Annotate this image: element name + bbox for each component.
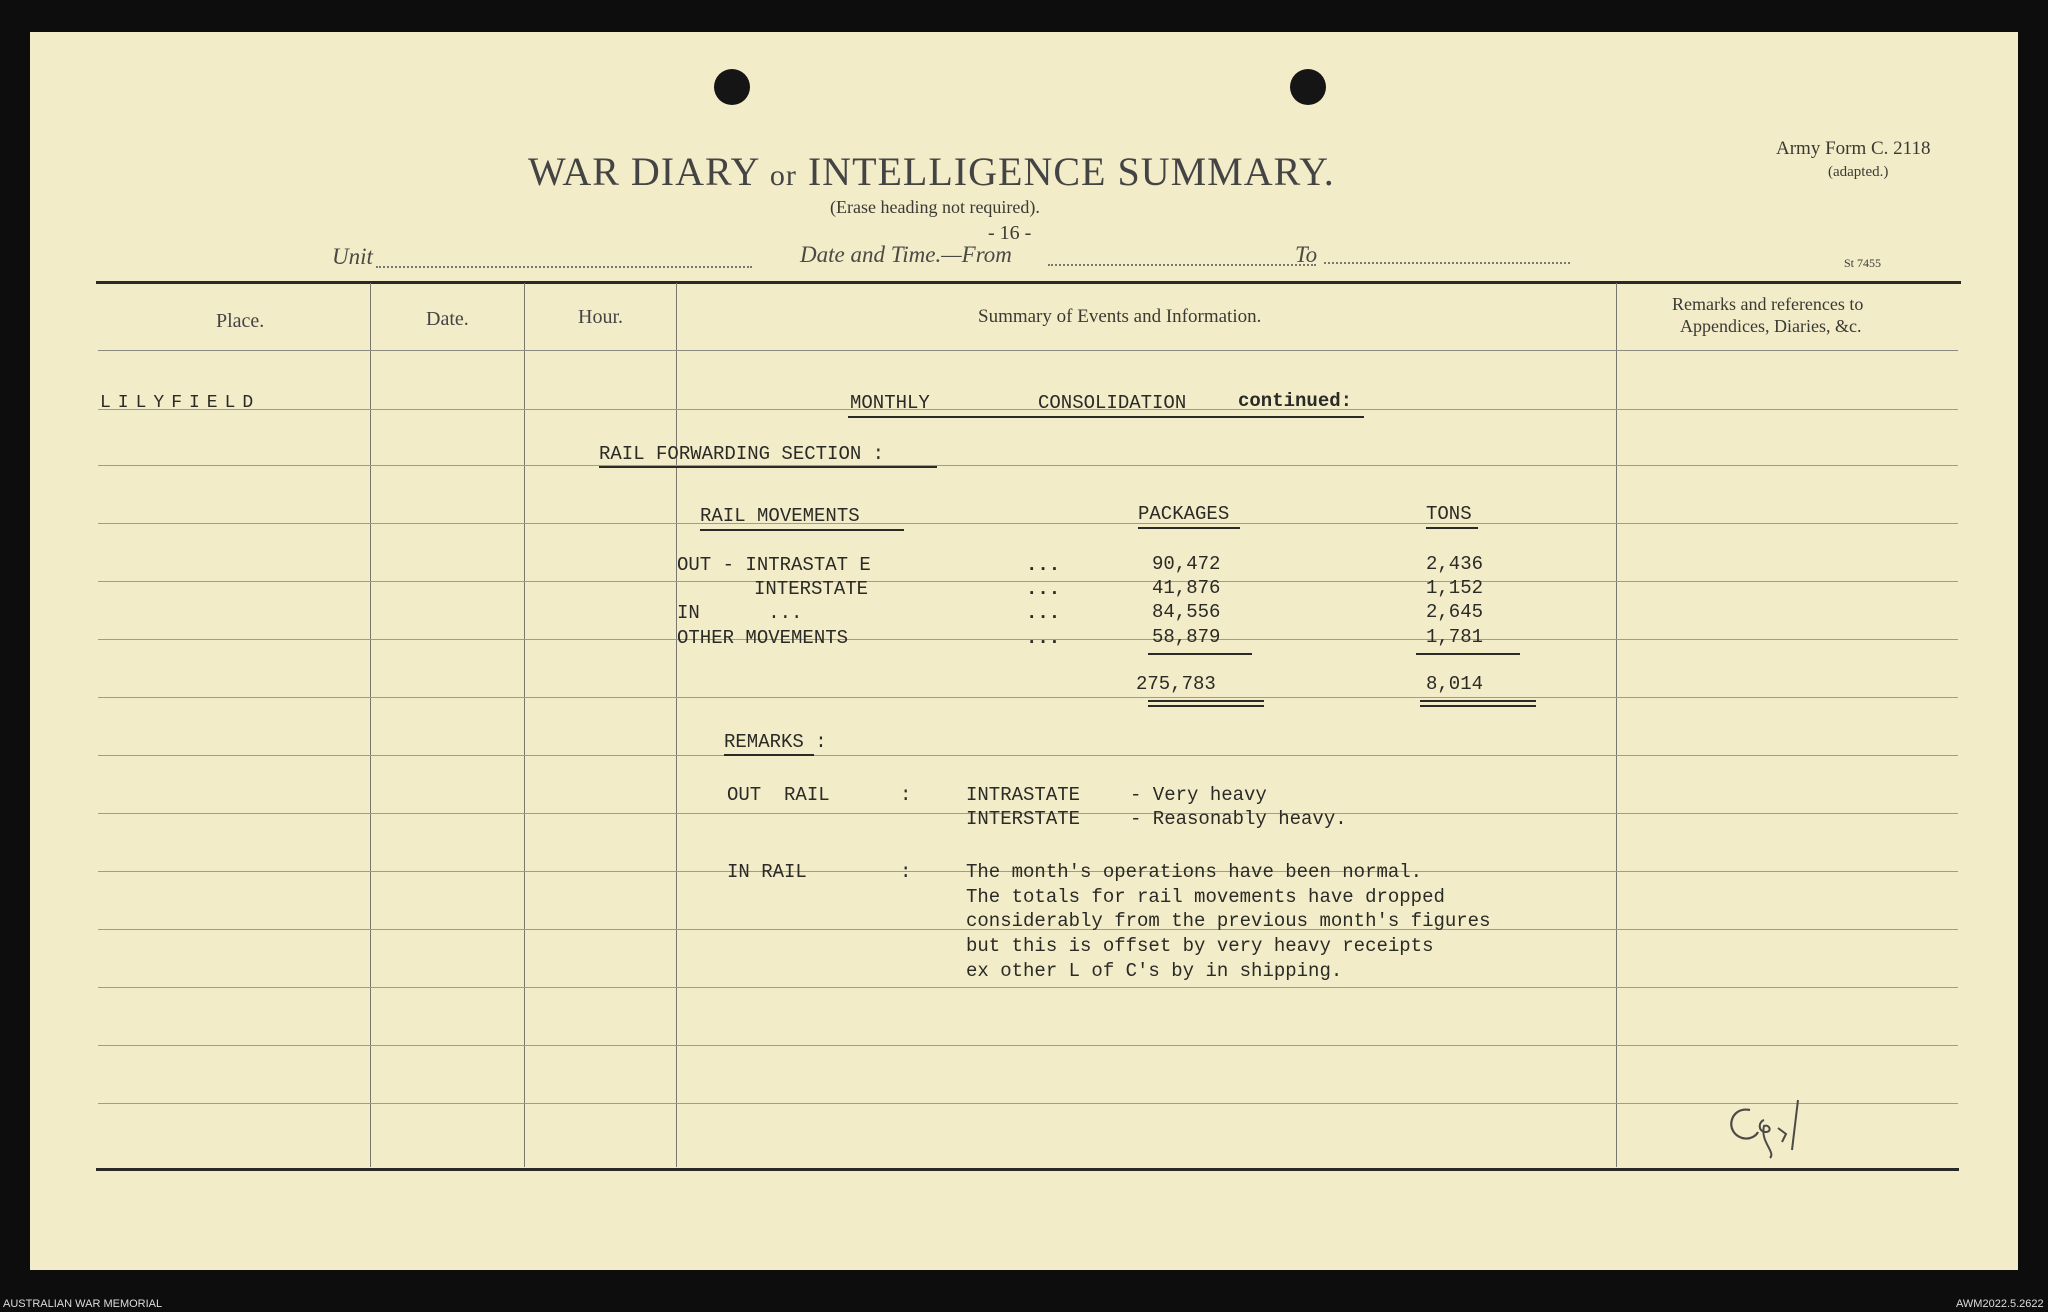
total-packages: 275,783 bbox=[1136, 673, 1216, 695]
col-header-place: Place. bbox=[216, 310, 265, 332]
col-header-hour: Hour. bbox=[578, 306, 623, 328]
remarks-label: REMARKS : bbox=[724, 731, 827, 753]
in-rail-line-1: The month's operations have been normal. bbox=[966, 861, 1423, 883]
row-1-dots: ... bbox=[1026, 554, 1061, 576]
in-rail-line-4: but this is offset by very heavy receipts bbox=[966, 935, 1434, 957]
row-3-tons: 2,645 bbox=[1426, 601, 1484, 623]
title-part-1: WAR DIARY bbox=[528, 149, 759, 194]
page-number: - 16 - bbox=[988, 222, 1032, 244]
row-1-tons: 2,436 bbox=[1426, 553, 1484, 575]
punch-hole-left bbox=[714, 69, 750, 105]
col-packages-underline bbox=[1138, 527, 1240, 529]
heading-underline bbox=[848, 416, 1364, 418]
ruled-line-2 bbox=[98, 465, 1958, 466]
date-to-label: To bbox=[1295, 242, 1318, 267]
row-1-packages: 90,472 bbox=[1152, 553, 1221, 575]
row-2-dots: ... bbox=[1026, 578, 1061, 600]
title-part-2: INTELLIGENCE SUMMARY. bbox=[807, 149, 1335, 194]
army-form-adapted: (adapted.) bbox=[1828, 164, 1889, 180]
table-top-rule bbox=[96, 281, 1961, 284]
footer-accession-number: AWM2022.5.2622 bbox=[1956, 1298, 2044, 1310]
total-tons: 8,014 bbox=[1426, 673, 1484, 695]
signature-mark bbox=[1720, 1092, 1830, 1172]
place-entry: LILYFIELD bbox=[100, 393, 261, 413]
header-underline bbox=[98, 350, 1958, 351]
out-interstate-value: - Reasonably heavy. bbox=[1130, 808, 1347, 830]
ruled-line-1 bbox=[98, 409, 1958, 410]
packages-total-double-rule-1 bbox=[1148, 700, 1264, 702]
title-or: or bbox=[769, 159, 797, 192]
date-to-field-line bbox=[1324, 262, 1570, 264]
row-3-dots: ... bbox=[1026, 602, 1061, 624]
ruled-line-6 bbox=[98, 697, 1958, 698]
row-4-dots: ... bbox=[1026, 627, 1061, 649]
col-header-date: Date. bbox=[426, 308, 469, 330]
heading-consolidation: CONSOLIDATION bbox=[1038, 392, 1187, 414]
unit-field-line bbox=[376, 266, 752, 268]
col-tons-underline bbox=[1426, 527, 1478, 529]
out-interstate: INTERSTATE bbox=[966, 808, 1081, 830]
diary-sheet bbox=[30, 32, 2018, 1270]
stock-number: St 7455 bbox=[1844, 256, 1882, 270]
tons-total-double-rule-2 bbox=[1420, 705, 1536, 707]
col-rail-movements: RAIL MOVEMENTS bbox=[700, 505, 860, 527]
row-4-tons: 1,781 bbox=[1426, 626, 1484, 648]
row-4-packages: 58,879 bbox=[1152, 626, 1221, 648]
section-underline bbox=[599, 466, 937, 468]
table-bottom-rule bbox=[96, 1168, 1959, 1171]
col-header-summary: Summary of Events and Information. bbox=[978, 306, 1262, 327]
col-divider-2 bbox=[524, 283, 525, 1167]
row-4-label: OTHER MOVEMENTS bbox=[677, 627, 849, 649]
heading-monthly: MONTHLY bbox=[850, 392, 930, 414]
packages-subtotal-rule bbox=[1148, 653, 1252, 655]
row-3-packages: 84,556 bbox=[1152, 601, 1221, 623]
in-rail-line-3: considerably from the previous month's figures bbox=[966, 910, 1491, 932]
footer-archive-name: AUSTRALIAN WAR MEMORIAL bbox=[3, 1298, 163, 1310]
col-divider-4 bbox=[1616, 283, 1617, 1167]
in-rail-line-2: The totals for rail movements have dropped bbox=[966, 886, 1445, 908]
out-rail-label: OUT RAIL bbox=[727, 784, 830, 806]
ruled-line-12 bbox=[98, 1045, 1958, 1046]
out-rail-colon: : bbox=[900, 784, 912, 806]
in-rail-label: IN RAIL bbox=[727, 861, 807, 883]
army-form-number: Army Form C. 2118 bbox=[1776, 138, 1931, 159]
remarks-underline bbox=[724, 754, 814, 756]
row-2-packages: 41,876 bbox=[1152, 577, 1221, 599]
col-header-remarks-2: Appendices, Diaries, &c. bbox=[1680, 316, 1862, 336]
col-tons: TONS bbox=[1426, 503, 1472, 525]
erase-note: (Erase heading not required). bbox=[830, 197, 1040, 217]
row-2-tons: 1,152 bbox=[1426, 577, 1484, 599]
section-title: RAIL FORWARDING SECTION : bbox=[599, 443, 885, 465]
tons-total-double-rule-1 bbox=[1420, 700, 1536, 702]
in-rail-line-5: ex other L of C's by in shipping. bbox=[966, 960, 1343, 982]
row-1-label: OUT - INTRASTAT E bbox=[677, 554, 871, 576]
col-rail-movements-underline bbox=[700, 529, 904, 531]
ruled-line-13 bbox=[98, 1103, 1958, 1104]
in-rail-colon: : bbox=[900, 861, 912, 883]
col-packages: PACKAGES bbox=[1138, 503, 1230, 525]
row-3-label: IN ... bbox=[677, 602, 803, 624]
col-divider-3 bbox=[676, 283, 677, 1167]
heading-continued: continued: bbox=[1238, 390, 1353, 412]
ruled-line-3 bbox=[98, 523, 1958, 524]
date-time-from-label: Date and Time.—From bbox=[800, 242, 1012, 267]
form-title bbox=[528, 148, 1335, 195]
row-2-label: INTERSTATE bbox=[754, 578, 869, 600]
ruled-line-7 bbox=[98, 755, 1958, 756]
date-from-field-line bbox=[1048, 264, 1316, 266]
punch-hole-right bbox=[1290, 69, 1326, 105]
col-divider-1 bbox=[370, 283, 371, 1167]
out-intrastate-value: - Very heavy bbox=[1130, 784, 1267, 806]
tons-subtotal-rule bbox=[1416, 653, 1520, 655]
packages-total-double-rule-2 bbox=[1148, 705, 1264, 707]
out-intrastate: INTRASTATE bbox=[966, 784, 1081, 806]
unit-label: Unit bbox=[332, 244, 373, 269]
col-header-remarks-1: Remarks and references to bbox=[1672, 294, 1864, 314]
ruled-line-11 bbox=[98, 987, 1958, 988]
